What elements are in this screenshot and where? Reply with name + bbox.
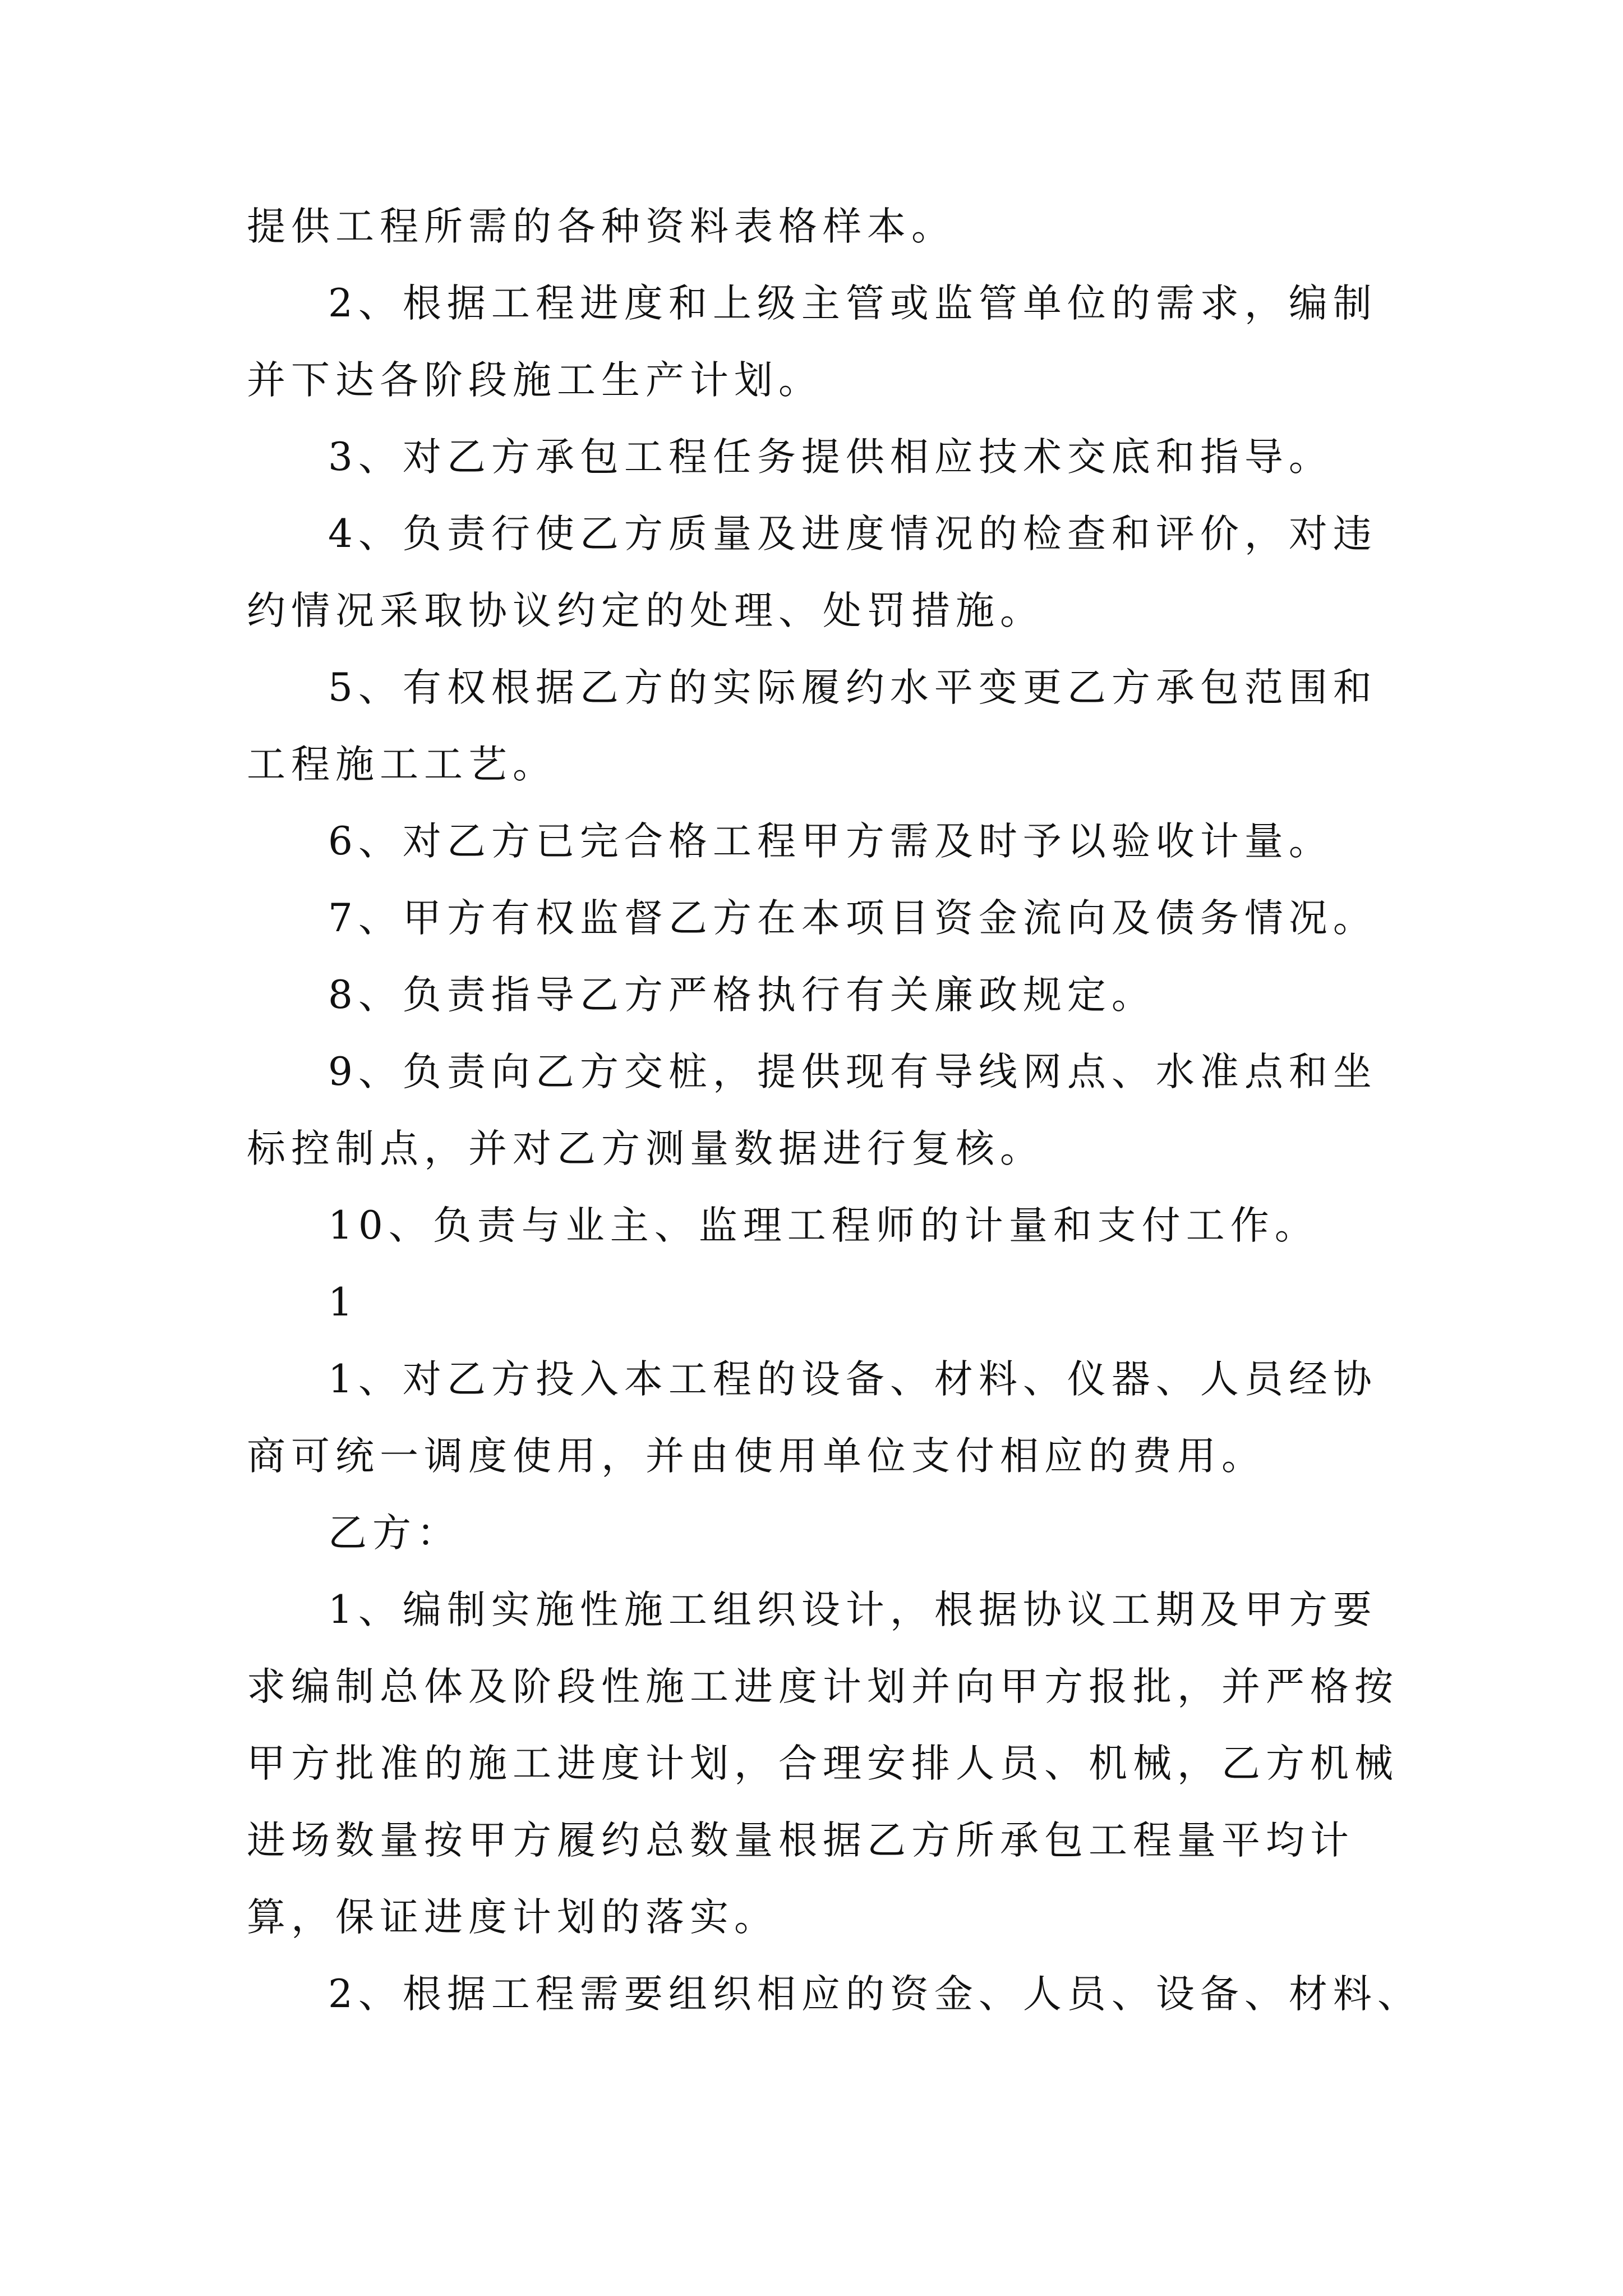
text-line: 7、甲方有权监督乙方在本项目资金流向及债务情况。 xyxy=(328,896,1377,941)
document-body xyxy=(247,201,1422,2045)
text-line: 6、对乙方已完合格工程甲方需及时予以验收计量。 xyxy=(328,819,1333,864)
text-line: 2、根据工程进度和上级主管或监管单位的需求，编制 xyxy=(328,281,1377,326)
text-line: 10、负责与业主、监理工程师的计量和支付工作。 xyxy=(328,1203,1319,1248)
text-line: 乙方： xyxy=(328,1511,461,1556)
text-line: 商可统一调度使用，并由使用单位支付相应的费用。 xyxy=(247,1434,1266,1479)
text-line: 1、编制实施性施工组织设计，根据协议工期及甲方要 xyxy=(328,1588,1377,1632)
text-line: 并下达各阶段施工生产计划。 xyxy=(247,358,823,403)
text-line: 标控制点，并对乙方测量数据进行复核。 xyxy=(247,1126,1044,1171)
text-line: 4、负责行使乙方质量及进度情况的检查和评价，对违 xyxy=(328,512,1377,556)
text-line: 甲方批准的施工进度计划，合理安排人员、机械，乙方机械 xyxy=(247,1741,1399,1786)
text-line: 5、有权根据乙方的实际履约水平变更乙方承包范围和 xyxy=(328,665,1377,710)
text-line: 8、负责指导乙方严格执行有关廉政规定。 xyxy=(328,973,1156,1018)
text-line: 1 xyxy=(328,1280,358,1325)
text-line: 算，保证进度计划的落实。 xyxy=(247,1895,778,1940)
text-line: 1、对乙方投入本工程的设备、材料、仪器、人员经协 xyxy=(328,1357,1377,1402)
text-line: 进场数量按甲方履约总数量根据乙方所承包工程量平均计 xyxy=(247,1818,1354,1863)
text-line: 约情况采取协议约定的处理、处罚措施。 xyxy=(247,588,1044,633)
text-line: 2、根据工程需要组织相应的资金、人员、设备、材料、 xyxy=(328,1972,1422,2017)
text-line: 9、负责向乙方交桩，提供现有导线网点、水准点和坐 xyxy=(328,1050,1377,1094)
text-line: 求编制总体及阶段性施工进度计划并向甲方报批，并严格按 xyxy=(247,1664,1399,1709)
text-line: 提供工程所需的各种资料表格样本。 xyxy=(247,204,956,249)
text-line: 工程施工工艺。 xyxy=(247,742,557,787)
text-line: 3、对乙方承包工程任务提供相应技术交底和指导。 xyxy=(328,435,1333,480)
